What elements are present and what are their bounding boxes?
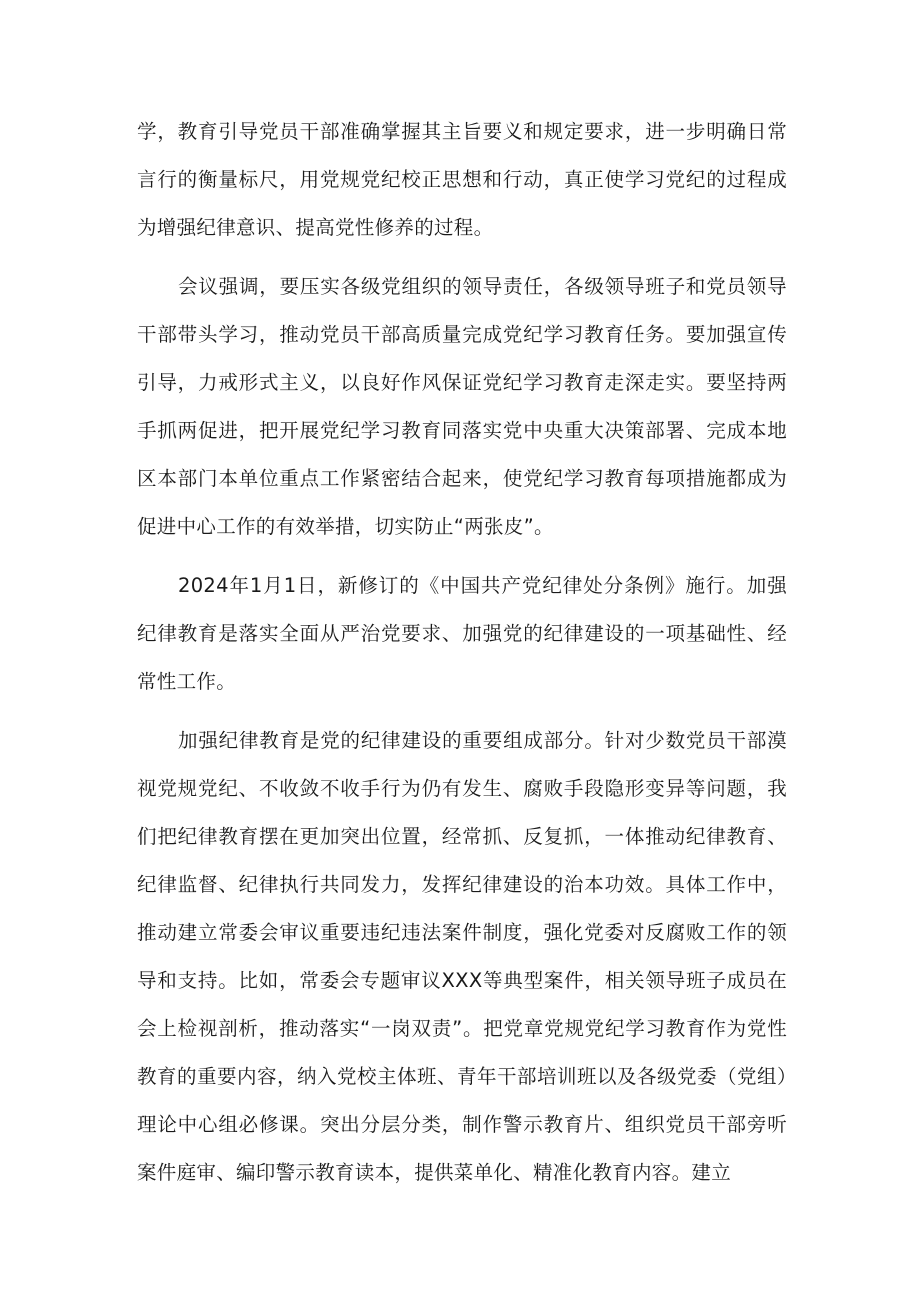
paragraph-3: 2024年1月1日，新修订的《中国共产党纪律处分条例》施行。加强纪律教育是落实全面从严治党要求、加强党的纪律建设的一项基础性、经常性工作。: [137, 574, 787, 693]
document-body: [137, 108, 787, 1208]
paragraph-4: 加强纪律教育是党的纪律建设的重要组成部分。针对少数党员干部漠视党规党纪、不收敛不收手行为仍有发生、腐败手段隐形变异等问题，我们把纪律教育摆在更加突出位置，经常抓、反复抓，一体推动纪律教育、纪律监督、纪律执行共同发力，发挥纪律建设的治本功效。具体工作中，推动建立常委会审议重要违纪违法案件制度，强化党委对反腐败工作的领导和支持。比如，常委会专题审议XXX等典型案件，相关领导班子成员在会上检视剖析，推动落实“一岗双责”。把党章党规党纪学习教育作为党性教育的重要内容，纳入党校主体班、青年干部培训班以及各级党委（党组）理论中心组必修课。突出分层分类，制作警示教育片、组织党员干部旁听案件庭审、编印警示教育读本，提供菜单化、精准化教育内容。建立: [137, 729, 787, 1184]
paragraph-1: 学，教育引导党员干部准确掌握其主旨要义和规定要求，进一步明确日常言行的衡量标尺，用党规党纪校正思想和行动，真正使学习党纪的过程成为增强纪律意识、提高党性修养的过程。: [137, 120, 787, 239]
paragraph-2: 会议强调，要压实各级党组织的领导责任，各级领导班子和党员领导干部带头学习，推动党员干部高质量完成党纪学习教育任务。要加强宣传引导，力戒形式主义，以良好作风保证党纪学习教育走深走实。要坚持两手抓两促进，把开展党纪学习教育同落实党中央重大决策部署、完成本地区本部门本单位重点工作紧密结合起来，使党纪学习教育每项措施都成为促进中心工作的有效举措，切实防止“两张皮”。: [137, 275, 787, 538]
